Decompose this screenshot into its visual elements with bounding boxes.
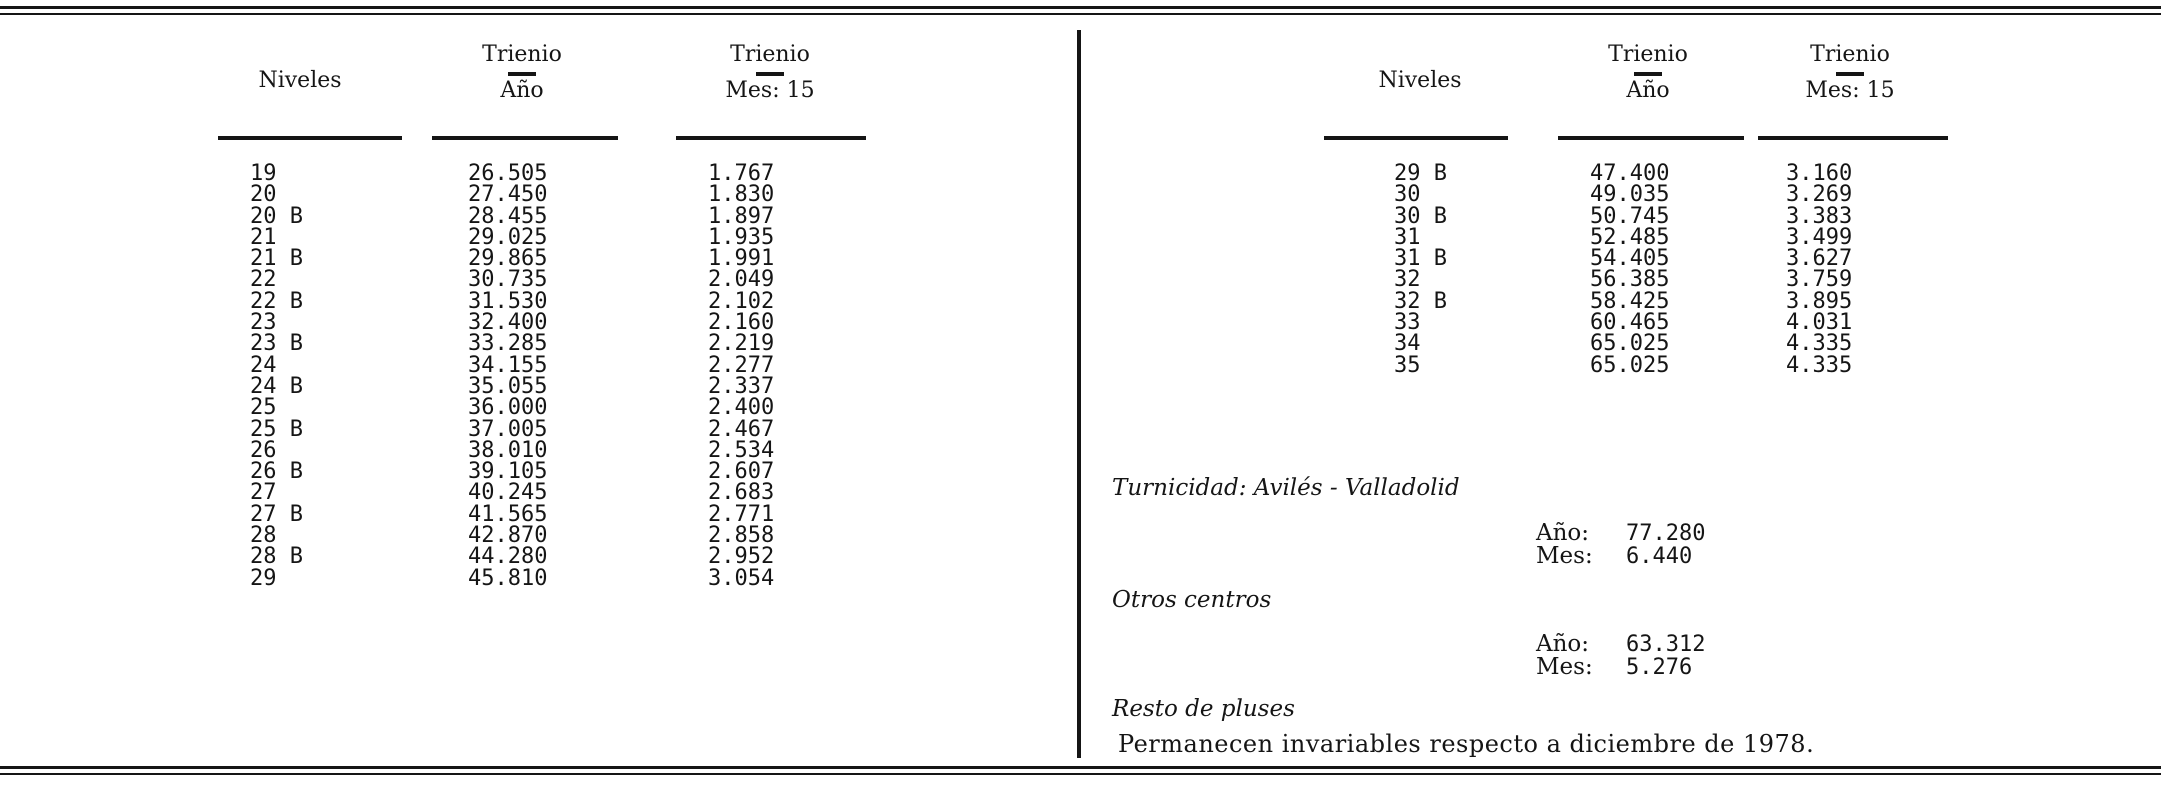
cell-mes: 1.935 [708,224,775,250]
cell-ano: 49.035 [1590,182,1670,208]
resto-pluses-text: Permanecen invariables respecto a diciembre de 1978. [1118,730,1815,758]
cell-mes: 3.759 [1786,267,1853,293]
table-row [0,182,1078,208]
cell-ano: 45.810 [468,565,548,591]
cell-nivel: 26 B [250,459,303,485]
cell-mes: 4.335 [1786,331,1853,357]
cell-ano: 26.505 [468,161,548,186]
cell-ano: 39.105 [468,459,548,485]
cell-nivel: 20 B [250,203,303,229]
cell-nivel: 28 B [250,544,303,570]
cell-ano: 52.485 [1590,224,1670,250]
right-table-body [1088,163,2161,376]
cell-ano: 44.280 [468,544,548,570]
header-underline-ano [432,136,618,140]
cell-mes: 2.952 [708,544,775,570]
cell-nivel: 31 B [1394,246,1447,272]
table-row [0,288,1078,314]
cell-ano: 28.455 [468,203,548,229]
cell-nivel: 29 [250,565,277,591]
cell-mes: 2.858 [708,523,775,549]
cell-nivel: 31 [1394,224,1421,250]
cell-ano: 29.865 [468,246,548,272]
cell-mes: 3.160 [1786,161,1853,186]
cell-ano: 60.465 [1590,310,1670,336]
top-double-rule-b [0,13,2161,15]
cell-mes: 3.054 [708,565,775,591]
cell-mes: 2.400 [708,395,775,421]
cell-mes: 2.277 [708,352,775,378]
cell-nivel: 32 B [1394,288,1447,314]
cell-mes: 3.627 [1786,246,1853,272]
cell-mes: 3.895 [1786,288,1853,314]
header-niveles: Niveles [1378,68,1462,93]
bottom-double-rule-b [0,773,2161,775]
header-trienio-ano: Trienio Año [482,42,562,103]
cell-nivel: 23 B [250,331,303,357]
cell-mes: 2.467 [708,416,775,442]
turnicidad-mes: Mes: 6.440 [1536,543,1693,569]
cell-nivel: 33 [1394,310,1421,336]
cell-ano: 30.735 [468,267,548,293]
cell-mes: 2.771 [708,501,775,527]
table-row [0,163,1078,184]
cell-nivel: 22 [250,267,277,293]
table-row [0,267,1078,293]
table-row [0,416,1078,442]
cell-ano: 36.000 [468,395,548,421]
cell-ano: 38.010 [468,437,548,463]
cell-ano: 32.400 [468,310,548,336]
cell-mes: 2.607 [708,459,775,485]
table-row [1088,288,2161,314]
turnicidad-ano: Año: 77.280 [1536,520,1706,546]
bottom-double-rule-a [0,766,2161,769]
header-trienio-mes: Trienio Mes: 15 [725,42,815,103]
cell-nivel: 27 [250,480,277,506]
cell-nivel: 25 B [250,416,303,442]
cell-nivel: 26 [250,437,277,463]
cell-nivel: 24 B [250,373,303,399]
table-row [0,224,1078,250]
table-row [1088,163,2161,184]
header-trienio-ano: Trienio Año [1608,42,1688,103]
cell-nivel: 25 [250,395,277,421]
top-double-rule-a [0,6,2161,9]
table-row [0,459,1078,485]
table-row [1088,182,2161,208]
cell-mes: 2.049 [708,267,775,293]
cell-mes: 2.337 [708,373,775,399]
cell-ano: 42.870 [468,523,548,549]
cell-ano: 50.745 [1590,203,1670,229]
table-row [0,544,1078,570]
cell-mes: 1.830 [708,182,775,208]
cell-mes: 2.219 [708,331,775,357]
table-row [0,437,1078,463]
cell-ano: 33.285 [468,331,548,357]
table-row [1088,331,2161,357]
table-row [0,480,1078,506]
cell-nivel: 20 [250,182,277,208]
cell-mes: 4.335 [1786,352,1853,378]
cell-nivel: 24 [250,352,277,378]
cell-nivel: 29 B [1394,161,1447,186]
turnicidad-title: Turnicidad: Avilés - Valladolid [1112,475,1460,501]
table-row [1088,224,2161,250]
table-row [1088,203,2161,229]
table-row [0,203,1078,229]
header-trienio-mes: Trienio Mes: 15 [1805,42,1895,103]
cell-ano: 41.565 [468,501,548,527]
cell-mes: 3.269 [1786,182,1853,208]
table-row [0,331,1078,357]
cell-ano: 65.025 [1590,331,1670,357]
cell-mes: 1.991 [708,246,775,272]
cell-ano: 58.425 [1590,288,1670,314]
cell-ano: 54.405 [1590,246,1670,272]
otros-centros-mes: Mes: 5.276 [1536,654,1693,680]
cell-nivel: 22 B [250,288,303,314]
cell-mes: 2.160 [708,310,775,336]
cell-nivel: 35 [1394,352,1421,378]
cell-nivel: 21 [250,224,277,250]
resto-pluses-title: Resto de pluses [1112,696,1295,722]
cell-mes: 2.534 [708,437,775,463]
table-row [0,310,1078,336]
table-row [1088,310,2161,336]
table-row [1088,246,2161,272]
cell-mes: 3.499 [1786,224,1853,250]
table-row [0,565,1078,591]
cell-mes: 1.767 [708,161,775,186]
cell-mes: 3.383 [1786,203,1853,229]
cell-nivel: 34 [1394,331,1421,357]
left-table-body [0,163,1078,589]
otros-centros-title: Otros centros [1112,587,1272,613]
cell-mes: 2.102 [708,288,775,314]
cell-mes: 4.031 [1786,310,1853,336]
cell-nivel: 32 [1394,267,1421,293]
cell-nivel: 19 [250,161,277,186]
cell-nivel: 30 B [1394,203,1447,229]
cell-nivel: 28 [250,523,277,549]
cell-nivel: 30 [1394,182,1421,208]
header-underline-niveles [218,136,402,140]
cell-ano: 34.155 [468,352,548,378]
cell-ano: 35.055 [468,373,548,399]
table-row [0,523,1078,549]
table-row [0,373,1078,399]
cell-ano: 40.245 [468,480,548,506]
otros-centros-ano: Año: 63.312 [1536,631,1706,657]
header-underline-niveles [1324,136,1508,140]
table-row [1088,352,2161,378]
cell-mes: 1.897 [708,203,775,229]
cell-ano: 47.400 [1590,161,1670,186]
table-row [0,246,1078,272]
cell-mes: 2.683 [708,480,775,506]
table-row [1088,267,2161,293]
table-row [0,352,1078,378]
cell-ano: 29.025 [468,224,548,250]
cell-ano: 37.005 [468,416,548,442]
cell-nivel: 27 B [250,501,303,527]
header-underline-ano [1558,136,1744,140]
header-niveles: Niveles [258,68,342,93]
table-row [0,395,1078,421]
table-row [0,501,1078,527]
cell-nivel: 23 [250,310,277,336]
header-underline-mes [1758,136,1948,140]
cell-ano: 56.385 [1590,267,1670,293]
cell-ano: 31.530 [468,288,548,314]
cell-ano: 65.025 [1590,352,1670,378]
cell-nivel: 21 B [250,246,303,272]
header-underline-mes [676,136,866,140]
cell-ano: 27.450 [468,182,548,208]
